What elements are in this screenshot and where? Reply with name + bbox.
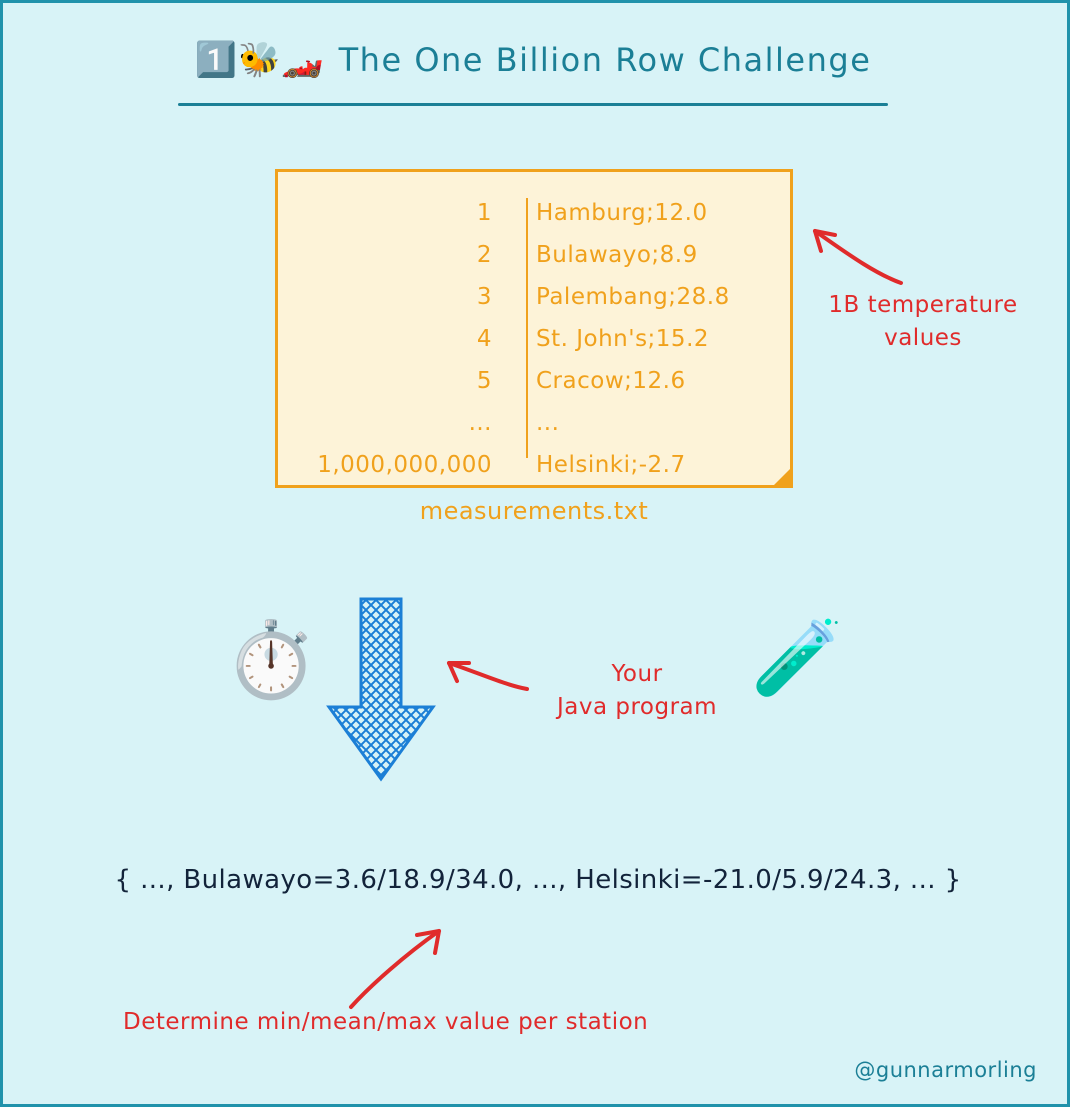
row-number: 2 — [476, 242, 492, 268]
test-tube-icon: 🧪 — [751, 615, 844, 701]
table-row — [278, 284, 790, 318]
row-value: Helsinki;-2.7 — [536, 452, 686, 478]
annotation-java-line2: Java program — [556, 694, 718, 721]
arrow-to-result-icon — [343, 923, 453, 1013]
annotation-1b-line1: 1B temperature — [828, 292, 1018, 318]
annotation-determine-min-mean-max: Determine min/mean/max value per station — [123, 1009, 649, 1035]
file-rows — [278, 200, 790, 486]
row-number: 4 — [476, 326, 492, 352]
table-row — [278, 200, 790, 234]
row-value: Palembang;28.8 — [536, 284, 730, 310]
row-number: ... — [468, 410, 492, 436]
row-value: Hamburg;12.0 — [536, 200, 708, 226]
page-title: The One Billion Row Challenge — [338, 41, 872, 79]
table-row — [278, 368, 790, 402]
row-value: Bulawayo;8.9 — [536, 242, 698, 268]
row-number: 1,000,000,000 — [317, 452, 492, 478]
folded-corner — [771, 466, 793, 488]
title-underline — [178, 103, 888, 106]
arrow-to-file-icon — [801, 221, 911, 291]
row-value: Cracow;12.6 — [536, 368, 686, 394]
annotation-your-java-program — [519, 658, 755, 725]
down-arrow-icon — [321, 595, 441, 785]
title-row — [178, 41, 888, 79]
row-number: 1 — [476, 200, 492, 226]
table-row — [278, 452, 790, 486]
row-number: 3 — [476, 284, 492, 310]
title-emoji: 1️⃣🐝🏎️ — [194, 40, 325, 80]
row-value: ... — [536, 410, 560, 436]
file-name-label: measurements.txt — [419, 497, 649, 525]
stopwatch-icon: ⏱️ — [225, 617, 318, 703]
table-row — [278, 326, 790, 360]
row-value: St. John's;15.2 — [536, 326, 710, 352]
table-row — [278, 242, 790, 276]
annotation-1b-line2: values — [884, 325, 962, 352]
row-number: 5 — [476, 368, 492, 394]
result-output-text: { ..., Bulawayo=3.6/18.9/34.0, ..., Helsinki=-21.0/5.9/24.3, ... } — [114, 865, 962, 895]
author-handle: @gunnarmorling — [854, 1058, 1037, 1082]
annotation-1b-temperature-values — [803, 289, 1043, 356]
annotation-java-line1: Your — [611, 661, 663, 687]
measurements-file-card — [275, 169, 793, 488]
table-row — [278, 410, 790, 444]
